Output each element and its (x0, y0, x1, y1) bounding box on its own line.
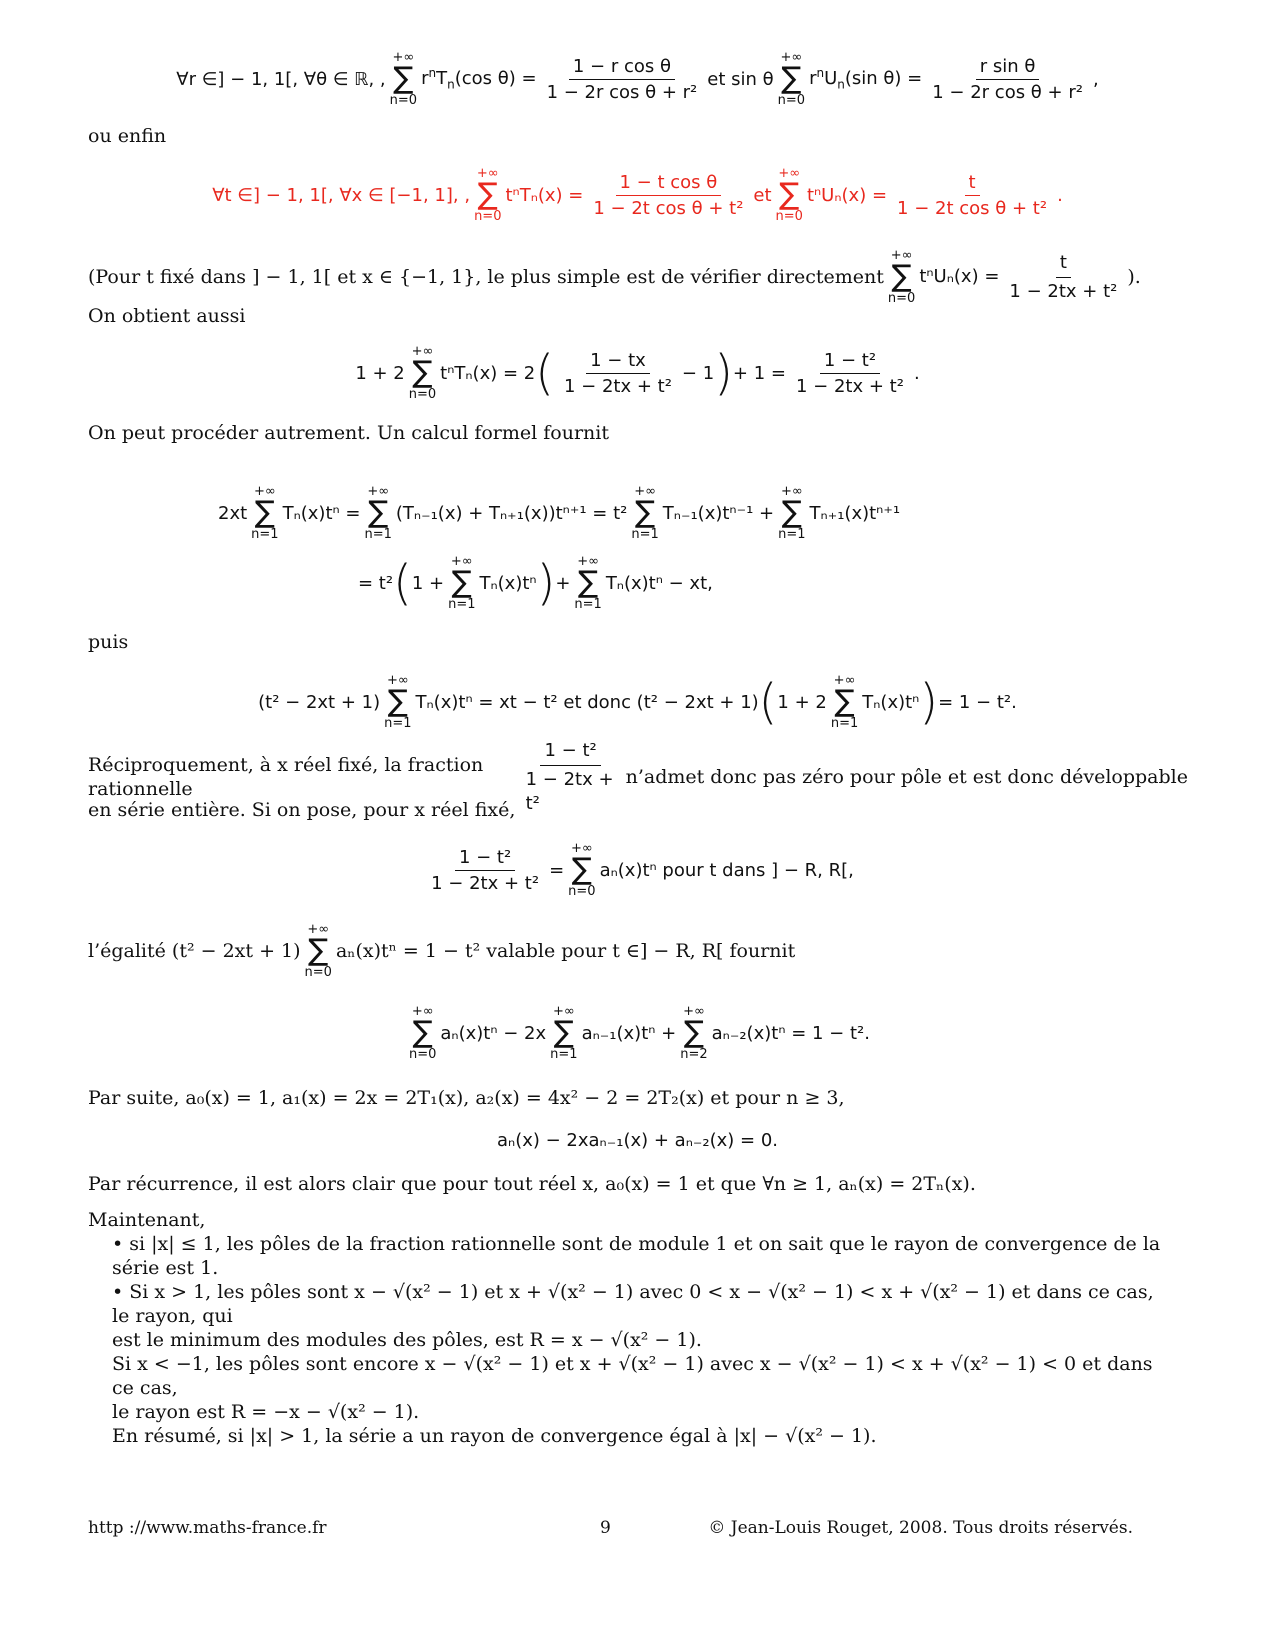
text6-before: Réciproquement, à x réel fixé, la fraction rationnelle (88, 754, 484, 800)
eq1-term-a: $r^nT_n(\cos$ θ) = (421, 66, 537, 92)
paragraph-on-obtient-aussi: On obtient aussi (88, 305, 246, 327)
page-number: 9 (600, 1518, 611, 1538)
eq4-sum-1: +∞ ∑ n=1 (251, 484, 279, 542)
eq5-tail: = 1 − t². (938, 691, 1017, 713)
eq1-quantifier: ∀r ∈] − 1, 1[, ∀θ ∈ ℝ, , (176, 68, 386, 90)
eq4-l2-plus: + (555, 572, 571, 594)
eq4-term-4: Tₙ₊₁(x)tⁿ⁺¹ (809, 502, 901, 524)
eq3-term: tⁿTₙ(x) = 2 (440, 362, 536, 384)
eq4-l2-inner-lead: 1 + (411, 572, 445, 594)
text2-sum: +∞ ∑ n=0 (887, 248, 916, 306)
eq4-sum-3: +∞ ∑ n=1 (631, 484, 659, 542)
eq2-end: . (1057, 184, 1063, 206)
text6-after: n’admet donc pas zéro pour pôle et est donc développable (625, 766, 1188, 788)
footer-copyright: © Jean-Louis Rouget, 2008. Tous droits réservés. (708, 1518, 1133, 1538)
paragraph-calcul-formel: On peut procéder autrement. Un calcul formel fournit (88, 422, 610, 444)
eq7-term-1: aₙ(x)tⁿ − 2x (440, 1022, 547, 1044)
eq2-fraction-b: $\frac{t}{\text{1 − 2t cos θ + t²}}$ (897, 171, 1048, 219)
eq4-term-1: Tₙ(x)tⁿ = (282, 502, 361, 524)
equation-power-series (0, 834, 1275, 906)
equation-coefficient-sums (0, 998, 1275, 1068)
text7-before: l’égalité (t² − 2xt + 1) (88, 940, 301, 962)
text7-sum: +∞ ∑ n=0 (304, 922, 332, 980)
eq4-l2-right-paren: ) (536, 555, 556, 611)
eq3-sum: +∞ ∑ n=0 (408, 344, 437, 402)
eq5-sum-b: +∞ ∑ n=1 (830, 673, 859, 731)
eq5-lead: (t² − 2xt + 1) (258, 691, 381, 713)
eq3-mid: − 1 (681, 362, 715, 384)
eq7-term-3: aₙ₋₂(x)tⁿ = 1 − t². (711, 1022, 870, 1044)
eq7-sum-2: +∞ ∑ n=1 (550, 1004, 578, 1062)
eq5-sum-a: +∞ ∑ n=1 (384, 673, 412, 731)
paragraph-puis: puis (88, 631, 129, 653)
text7-after: aₙ(x)tⁿ = 1 − t² valable pour t ∈] − R, R[ fournit (335, 940, 796, 962)
eq2-fraction-a: $\frac{\text{1 − t cos θ}}{\text{1 − 2t cos θ + t²}}$ (593, 171, 744, 219)
eq3-tail: + 1 = (732, 362, 786, 384)
eq4-lead: 2xt (218, 502, 248, 524)
footer-url[interactable]: http ://www.maths-france.fr (88, 1518, 327, 1538)
eq1-fraction-a: $\frac{\text{1 − r cos θ}}{\text{1 − 2r cos θ + r²}}$ (546, 55, 698, 103)
page-footer (88, 1518, 1133, 1542)
eq2-conjunction: et (753, 184, 772, 206)
eq1-term-b: $r^nU_n(\sin$ θ) = (809, 66, 923, 92)
text2-fraction: $\frac{t}{\text{1 − 2tx + t²}}$ (1009, 251, 1118, 302)
eq7-sum-3: +∞ ∑ n=2 (680, 1004, 708, 1062)
eq5-left-paren: ( (758, 674, 778, 730)
eq5-inner-term: Tₙ(x)tⁿ (862, 691, 920, 713)
eq2-term-a: tⁿTₙ(x) = (505, 184, 584, 206)
eq3-end: . (913, 362, 920, 384)
eq2-sum-b: +∞ ∑ n=0 (775, 166, 803, 224)
equation-highlighted-red (0, 160, 1275, 230)
text6-fraction: $\frac{\text{1 − t²}}{\text{1 − 2tx + t²}}$ (525, 739, 614, 814)
eq1-end: , (1092, 68, 1099, 90)
paragraph-pour-t-fixe (88, 244, 1188, 310)
eq6-term: aₙ(x)tⁿ pour t dans ] − R, R[, (599, 859, 854, 881)
list-item: • si |x| ≤ 1, les pôles de la fraction rationnelle sont de module 1 et on sait que le rayon de convergence de la série est 1. (112, 1233, 1161, 1279)
list-item: En résumé, si |x| > 1, la série a un rayon de convergence égal à |x| − √(x² − 1). (112, 1425, 877, 1447)
equation-formal-line-2 (358, 548, 713, 618)
eq4-l2-lead: = t² (358, 572, 394, 594)
equation-generating-chebyshev-polar (0, 44, 1275, 114)
eq6-equals: = (549, 859, 565, 881)
equation-recurrence: aₙ(x) − 2xaₙ₋₁(x) + aₙ₋₂(x) = 0. (497, 1129, 778, 1151)
eq2-quantifier: ∀t ∈] − 1, 1[, ∀x ∈ [−1, 1], , (212, 184, 471, 206)
eq5-term: Tₙ(x)tⁿ = xt − t² et donc (t² − 2xt + 1) (415, 691, 759, 713)
eq4-term-2: (Tₙ₋₁(x) + Tₙ₊₁(x))tⁿ⁺¹ = t² (395, 502, 628, 524)
paragraph-maintenant: Maintenant, (88, 1209, 206, 1231)
list-item: le rayon est R = −x − √(x² − 1). (112, 1401, 420, 1423)
eq3-left-paren: ( (535, 345, 554, 401)
text2-term: tⁿUₙ(x) = (919, 266, 1000, 287)
eq2-term-b: tⁿUₙ(x) = (806, 184, 888, 206)
bullet-list (112, 1232, 1162, 1448)
eq4-term-3: Tₙ₋₁(x)tⁿ⁻¹ + (662, 502, 775, 524)
eq4-l2-inner-term: Tₙ(x)tⁿ (479, 572, 537, 594)
eq3-right-paren: ) (714, 345, 733, 401)
eq7-term-2: aₙ₋₁(x)tⁿ + (581, 1022, 677, 1044)
eq3-fraction-b: $\frac{\text{1 − t²}}{\text{1 − 2tx + t²}}$ (795, 349, 904, 397)
eq2-sum-a: +∞ ∑ n=0 (474, 166, 502, 224)
equation-sum-tn (0, 338, 1275, 408)
equation-formal-line-1 (218, 478, 900, 548)
eq4-sum-2: +∞ ∑ n=1 (364, 484, 392, 542)
list-item: est le minimum des modules des pôles, est R = x − √(x² − 1). (112, 1329, 702, 1351)
eq5-right-paren: ) (919, 674, 939, 730)
paragraph-egalite (88, 918, 1188, 984)
paragraph-ou-enfin: ou enfin (88, 125, 167, 147)
eq1-fraction-b: $\frac{\text{r sin θ}}{\text{1 − 2r cos θ + r²}}$ (932, 55, 1083, 103)
eq1-conjunction: et sin θ (707, 68, 774, 90)
eq4-l2-left-paren: ( (393, 555, 412, 611)
eq3-lead: 1 + 2 (355, 362, 405, 384)
eq6-fraction: $\frac{\text{1 − t²}}{\text{1 − 2tx + t²}}$ (431, 846, 540, 894)
eq4-l2-term: Tₙ(x)tⁿ − xt, (605, 572, 713, 594)
list-item: • Si x > 1, les pôles sont x − √(x² − 1) et x + √(x² − 1) avec 0 < x − √(x² − 1) < x + √(x² − 1) et dans ce cas, le rayon, qui (112, 1281, 1154, 1327)
eq3-fraction-a: $\frac{1 - tx}{\text{1 − 2tx + t²}}$ (563, 349, 672, 397)
text2-after: ). (1127, 266, 1141, 288)
eq5-inner-lead: 1 + 2 (777, 691, 827, 713)
text2-before: (Pour t fixé dans ] − 1, 1[ et x ∈ {−1, 1}, le plus simple est de vérifier directement (88, 266, 884, 288)
list-item: Si x < −1, les pôles sont encore x − √(x² − 1) et x + √(x² − 1) avec x − √(x² − 1) < x + √(x² − 1) < 0 et dans ce cas, (112, 1353, 1153, 1399)
eq1-sum-b: +∞ ∑ n=0 (777, 50, 806, 108)
eq1-sum-a: +∞ ∑ n=0 (389, 50, 418, 108)
eq4-sum-4: +∞ ∑ n=1 (778, 484, 806, 542)
equation-recurrence-product (0, 666, 1275, 738)
eq7-sum-1: +∞ ∑ n=0 (409, 1004, 437, 1062)
eq6-sum: +∞ ∑ n=0 (568, 841, 596, 899)
eq4-l2-sum-a: +∞ ∑ n=1 (448, 554, 476, 612)
paragraph-par-suite: Par suite, a₀(x) = 1, a₁(x) = 2x = 2T₁(x), a₂(x) = 4x² − 2 = 2T₂(x) et pour n ≥ 3, (88, 1087, 845, 1109)
eq4-l2-sum-b: +∞ ∑ n=1 (574, 554, 602, 612)
paragraph-serie-entiere: en série entière. Si on pose, pour x réel fixé, (88, 799, 516, 821)
paragraph-par-recurrence: Par récurrence, il est alors clair que pour tout réel x, a₀(x) = 1 et que ∀n ≥ 1, aₙ(x) = 2Tₙ(x). (88, 1173, 976, 1195)
